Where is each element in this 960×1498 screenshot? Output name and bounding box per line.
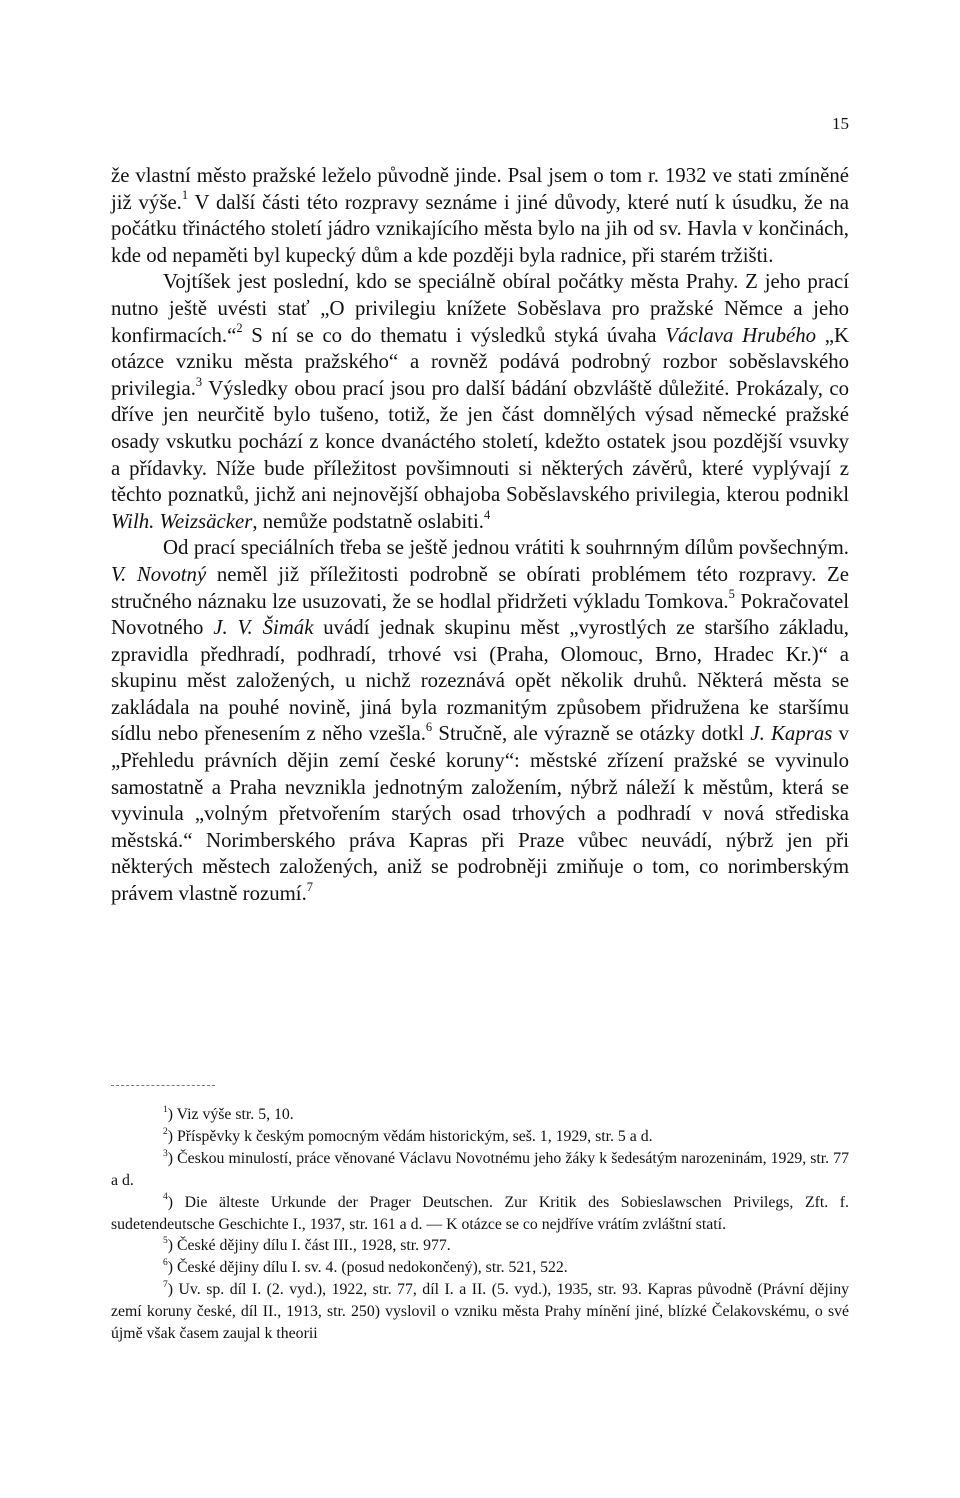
footnote-6: $^6$) České dějiny dílu I. sv. 4. (posud nedokončený), str. 521, 522. — [163, 1258, 568, 1277]
footnote-7: $^7$) Uv. sp. díl I. (2. vyd.), 1922, str. 77, díl I. a II. (5. vyd.), 1935, str. 93. Kapras původně (Právní dějiny zemí koruny české, díl II., 1913, str. 250) vyslovil o vzniku města Prahy mínění jiné, blízké Čelakovskému, o své újmě však časem zaujal k theorii — [111, 1280, 849, 1343]
footnote-text: Die älteste Urkunde der Prager Deutschen. Zur Kritik des Sobieslawschen Privilegs, Zft. f. sudetendeutsche Geschichte I., 1937, str. 161 a d. — K otázce se co nejdříve vrátím zvláštní statí. — [111, 1193, 849, 1233]
footnote-ref: 4 — [483, 507, 491, 522]
footnote-4: $^4$) Die älteste Urkunde der Prager Deutschen. Zur Kritik des Sobieslawschen Privilegs, Zft. f. sudetendeutsche Geschichte I., 1937, str. 161 a d. — K otázce se co nejdříve vrátím zvláštní statí. — [111, 1192, 849, 1233]
footnote-ref: 5 — [728, 587, 735, 602]
paragraph-1 — [111, 163, 849, 269]
footnote-mark: 6 — [163, 1258, 168, 1269]
text-run: Vojtíšek jest poslední, kdo se speciálně obíral počátky města Prahy. Z jeho prací nutno ještě uvésti stať „O privilegiu knížete Soběslava pro pražské Němce a jeho konfirmacích.“ — [111, 270, 849, 347]
footnote-text: Českou minulostí, práce věnované Václavu Novotnému jeho žáky k šedesátým narozeninám, 1929, str. 77 a d. — [111, 1149, 849, 1189]
footnote-ref: 7 — [306, 879, 314, 894]
text-run: Stručně, ale výrazně se otázky dotkl — [432, 722, 751, 746]
text-run: Od prací speciálních třeba se ještě jednou vrátiti k souhrnným dílům povšechným. — [163, 536, 849, 560]
italic-name: Václava Hrubého — [665, 323, 817, 347]
footnotes — [111, 1104, 849, 1345]
main-text — [111, 163, 849, 908]
footnote-mark: 5 — [163, 1236, 168, 1247]
footnote-mark: 3 — [163, 1148, 168, 1159]
text-run: neměl již příležitosti podrobně se obírati problémem této rozpravy. Ze stručného náznaku lze usuzovati, že se hodlal přidržeti výkladu Tomkova. — [111, 562, 849, 613]
italic-name: J. V. Šimák — [213, 616, 314, 640]
text-run: uvádí jednak skupinu měst „vyrostlých ze staršího základu, zpravidla předhradí, podhradí, trhové vsi (Praha, Olomouc, Brno, Hradec Kr.)“ a skupinu měst založených, u nichž rozeznává opět několik druhů. Některá města se zakládala na pouhé novině, jiná byla rozmanitým způsobem přidružena ke staršímu sídlu nebo přenesením z něho vzešla. — [111, 616, 849, 746]
footnote-text: Příspěvky k českým pomocným vědám historickým, seš. 1, 1929, str. 5 a d. — [176, 1127, 653, 1145]
text-run: že vlastní město pražské leželo původně jinde. Psal jsem o tom r. 1932 ve stati zmíněné již výše. — [111, 164, 849, 214]
footnote-text: České dějiny dílu I. část III., 1928, str. 977. — [176, 1237, 451, 1255]
text-run: , nemůže podstatně oslabiti. — [252, 509, 484, 533]
footnote-5: $^5$) České dějiny dílu I. část III., 1928, str. 977. — [163, 1236, 451, 1255]
italic-name: J. Kapras — [750, 722, 833, 746]
paragraph-3 — [111, 535, 849, 907]
footnote-ref: 1 — [181, 188, 189, 203]
footnote-3: $^3$) Českou minulostí, práce věnované Václavu Novotnému jeho žáky k šedesátým narozeninám, 1929, str. 77 a d. — [111, 1148, 849, 1189]
footnote-text: Uv. sp. díl I. (2. vyd.), 1922, str. 77, díl I. a II. (5. vyd.), 1935, str. 93. Kapras původně (Právní dějiny zemí koruny české, díl II., 1913, str. 250) vyslovil o vzniku města Prahy mínění jiné, blízké Čelakovskému, o své újmě však časem zaujal k theorii — [111, 1281, 849, 1343]
page-number: 15 — [832, 114, 849, 133]
footnote-1: $^1$) Viz výše str. 5, 10. — [163, 1104, 294, 1123]
footnote-mark: 4 — [163, 1192, 168, 1203]
footnote-ref: 6 — [425, 720, 433, 735]
footnote-mark: 7 — [163, 1280, 168, 1291]
footnote-2: $^2$) Příspěvky k českým pomocným vědám historickým, seš. 1, 1929, str. 5 a d. — [163, 1126, 653, 1145]
footnote-ref: 3 — [195, 374, 203, 389]
text-run: „K otázce vzniku města pražského“ a rovněž podává podrobný rozbor soběslavského privilegia. — [111, 323, 850, 400]
italic-name: Wilh. Weizsäcker — [111, 509, 253, 533]
text-run: Pokračovatel Novotného — [111, 589, 849, 640]
footnote-text: Viz výše str. 5, 10. — [176, 1106, 294, 1123]
italic-name: V. Novotný — [111, 562, 207, 586]
text-run: Výsledky obou prací jsou pro další bádání obzvláště důležité. Prokázaly, co dříve jen neurčitě bylo tušeno, totiž, že jen část domnělých výsad německé pražské osady vskutku pochází z konce dvanáctého století, kdežto ostatek jsou pozdější vsuvky a přídavky. Níže bude příležitost povšimnouti si některých závěrů, které vyplývají z těchto poznatků, jichž ani nejnovější obhajoba Soběslavského privilegia, kterou podnikl — [111, 376, 849, 507]
footnote-text: České dějiny dílu I. sv. 4. (posud nedokončený), str. 521, 522. — [176, 1259, 568, 1277]
text-run: v „Přehledu právních dějin zemí české koruny“: městské zřízení pražské se vyvinulo samostatně a Praha nevznikla jednotným založením, nýbrž náleží k městům, která se vyvinula „volným přetvořením starých osad trhových a podhradí v nová střediska městská.“ Norimberského práva Kapras při Praze vůbec neuvádí, nýbrž jen při některých městech založených, aniž se podrobněji zmiňuje o tom, co norimberským právem vlastně rozumí. — [111, 722, 849, 906]
text-run: V další části této rozpravy seznáme i jiné důvody, které nutí k úsudku, že na počátku třináctého století jádro vznikajícího města bylo na jih od sv. Havla v končinách, kde od nepaměti byl kupecký dům a kde později byla radnice, při starém tržišti. — [111, 190, 849, 267]
footnote-divider — [111, 1085, 215, 1086]
paragraph-2 — [111, 269, 849, 535]
footnote-mark: 2 — [163, 1126, 168, 1137]
footnote-mark: 1 — [163, 1104, 168, 1115]
footnote-ref: 2 — [236, 321, 243, 336]
text-run: S ní se co do thematu i výsledků styká úvaha — [242, 323, 666, 347]
